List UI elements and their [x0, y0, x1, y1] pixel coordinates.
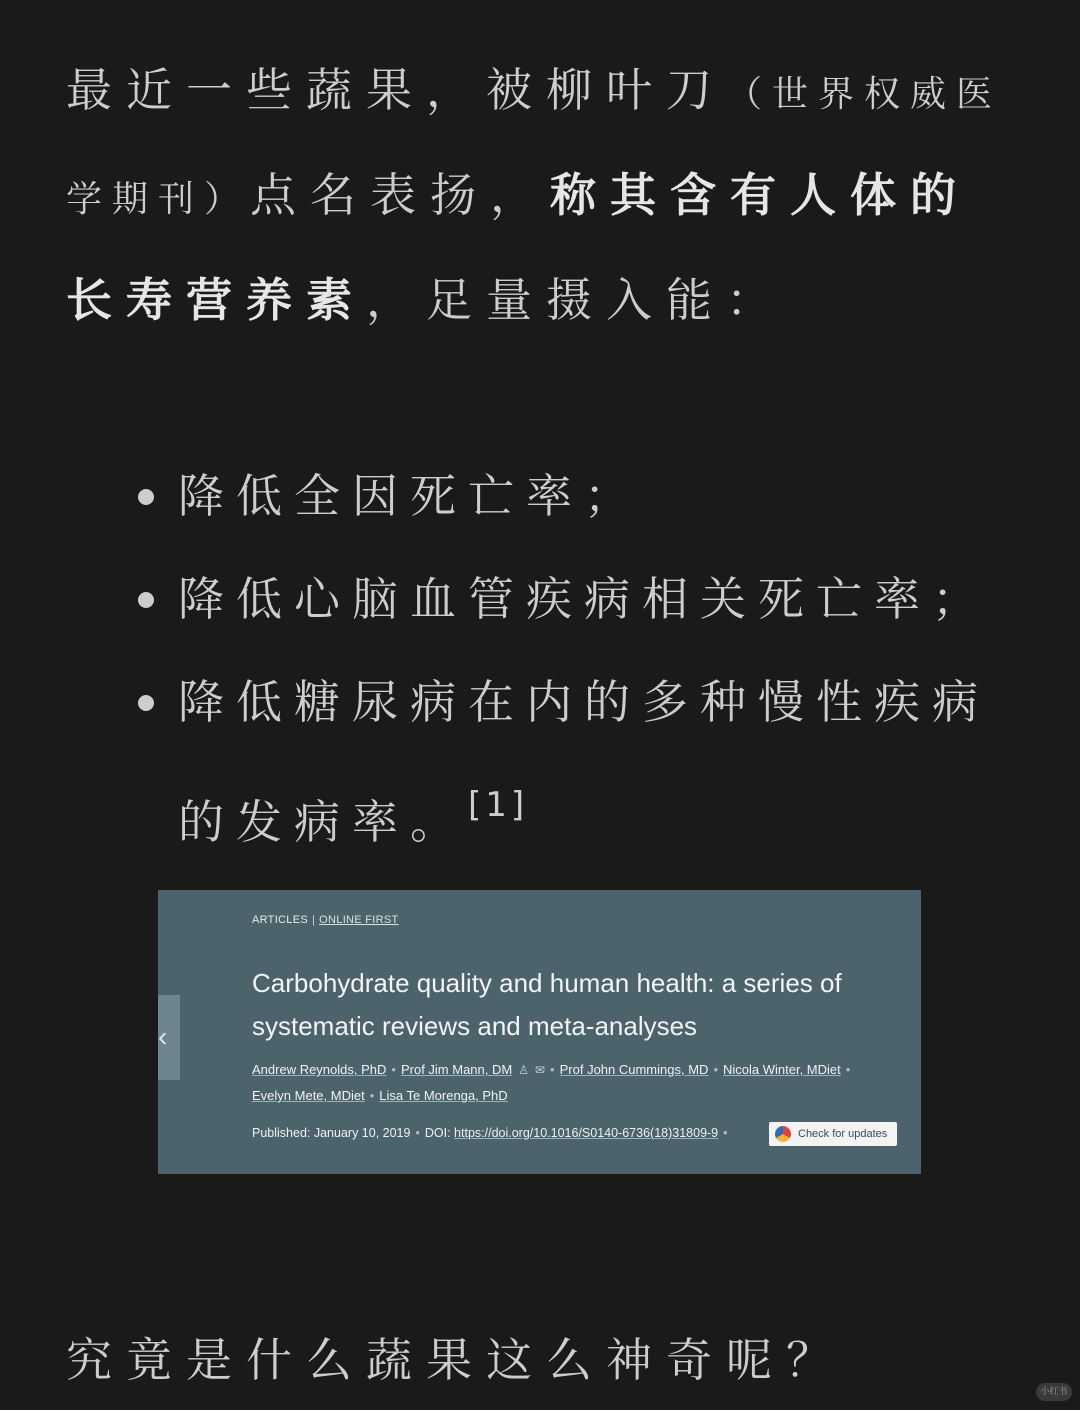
author-link[interactable]: Lisa Te Morenga, PhD — [379, 1088, 508, 1103]
list-item-text: 降低糖尿病在内的多种慢性疾病的发病率。 — [178, 675, 990, 849]
author-link[interactable]: Evelyn Mete, MDiet — [252, 1088, 365, 1103]
check-for-updates-button[interactable] — [769, 1122, 897, 1146]
author-link[interactable]: Andrew Reynolds, PhD — [252, 1062, 387, 1077]
article-type: ARTICLES — [252, 914, 308, 926]
publication-meta — [252, 1126, 733, 1140]
author-link[interactable]: Prof John Cummings, MD — [559, 1062, 709, 1077]
article-screenshot — [158, 890, 921, 1174]
author-link[interactable]: Nicola Winter, MDiet — [723, 1062, 841, 1077]
closing-question: 究竟是什么蔬果这么神奇呢？ — [66, 1333, 846, 1387]
list-item — [138, 548, 1038, 651]
meta-separator: • — [415, 1126, 420, 1140]
previous-button[interactable] — [158, 995, 180, 1080]
author-separator: • — [369, 1088, 375, 1103]
doi-label: DOI: — [424, 1126, 451, 1140]
watermark-logo: 小红书 — [1036, 1383, 1072, 1401]
bullet-dot-icon — [138, 489, 154, 505]
benefit-list — [138, 445, 1038, 874]
crossmark-icon — [775, 1126, 791, 1142]
intro-bold-claim: 称其含有人体的长寿营养素 — [66, 168, 971, 327]
author-separator: • — [391, 1062, 396, 1077]
article-kicker — [252, 914, 399, 926]
list-item — [138, 651, 1038, 874]
intro-text-3: ，足量摄入能： — [366, 273, 786, 327]
check-for-updates-label: Check for updates — [798, 1128, 888, 1140]
article-title: Carbohydrate quality and human health: a series of systematic reviews and meta-analyses — [252, 968, 842, 1041]
published-date: January 10, 2019 — [313, 1126, 411, 1140]
bullet-dot-icon — [138, 695, 154, 711]
envelope-icon[interactable]: ✉ — [534, 1063, 546, 1077]
intro-text-2: 点名表扬， — [250, 168, 551, 222]
author-link[interactable]: Prof Jim Mann, DM — [400, 1062, 513, 1077]
author-list — [252, 1057, 882, 1109]
author-separator: • — [713, 1062, 718, 1077]
intro-paragraph — [66, 40, 1026, 350]
journal-note: （世界权威医学期刊） — [66, 74, 1003, 220]
list-item-text: 降低心脑血管疾病相关死亡率； — [178, 572, 990, 626]
author-separator: • — [550, 1062, 555, 1077]
meta-separator: • — [723, 1126, 728, 1140]
chevron-left-icon: ‹ — [158, 1021, 168, 1052]
list-item — [138, 445, 1038, 548]
intro-text-1: 最近一些蔬果，被柳叶刀 — [66, 63, 726, 117]
kicker-separator: | — [312, 914, 316, 926]
person-icon[interactable]: ♙ — [518, 1063, 529, 1077]
bullet-dot-icon — [138, 592, 154, 608]
doi-link[interactable]: https://doi.org/10.1016/S0140-6736(18)31809-9 — [454, 1126, 719, 1140]
published-label: Published: — [252, 1126, 311, 1140]
author-separator: • — [845, 1062, 851, 1077]
list-item-text: 降低全因死亡率； — [178, 469, 642, 523]
citation-marker[interactable]: [1] — [468, 785, 529, 825]
online-first-link[interactable]: ONLINE FIRST — [319, 914, 399, 926]
